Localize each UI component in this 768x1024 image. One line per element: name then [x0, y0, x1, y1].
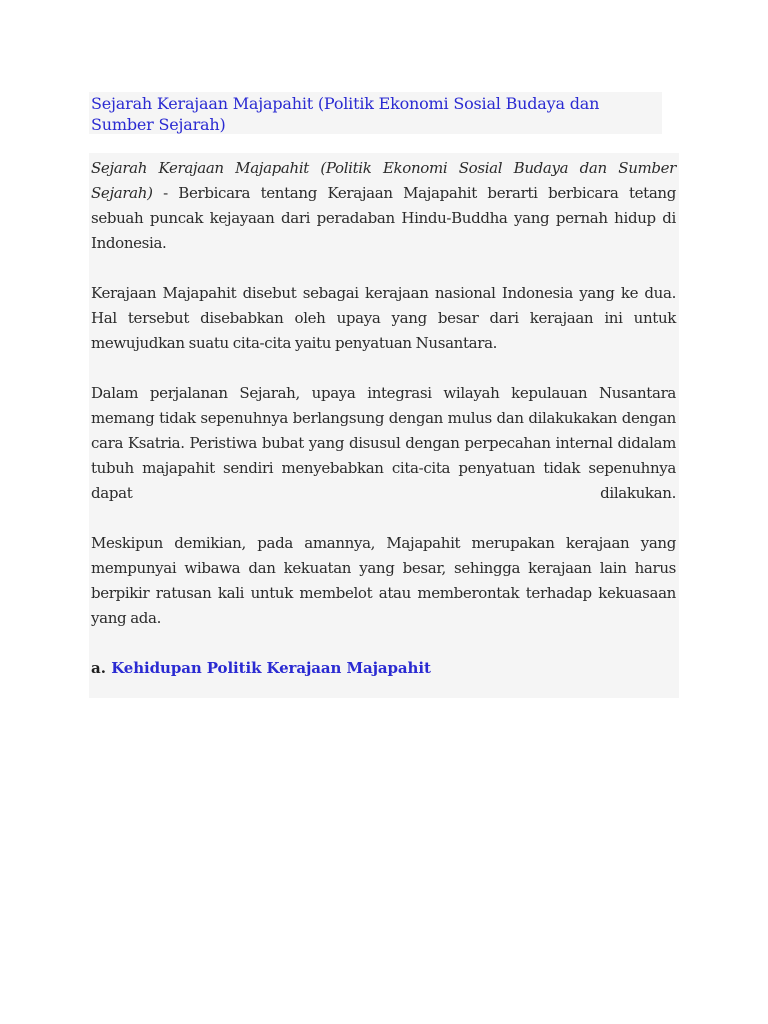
- section-marker: a.: [91, 659, 106, 677]
- paragraph-integration: Dalam perjalanan Sejarah, upaya integrasi wilayah kepulauan Nusantara memang tidak sepenuhnya berlangsung dengan mulus dan dilakukakan dengan cara Ksatria. Peristiwa bubat yang disusul dengan perpecahan internal didalam tubuh majapahit sendiri menyebabkan cita-cita penyatuan tidak sepenuhnya dapat dilakukan.: [91, 384, 676, 502]
- page-title[interactable]: Sejarah Kerajaan Majapahit (Politik Ekonomi Sosial Budaya dan Sumber Sejarah): [91, 94, 600, 134]
- article-body: [89, 153, 679, 698]
- section-link-politics[interactable]: Kehidupan Politik Kerajaan Majapahit: [111, 659, 431, 677]
- paragraph-authority: Meskipun demikian, pada amannya, Majapahit merupakan kerajaan yang mempunyai wibawa dan kekuatan yang besar, sehingga kerajaan lain harus berpikir ratusan kali untuk membelot atau memberontak terhadap kekuasaan yang ada.: [91, 534, 676, 627]
- intro-italic-title: Sejarah Kerajaan Majapahit (Politik Ekonomi Sosial Budaya dan Sumber Sejarah): [91, 159, 676, 202]
- paragraph-national-kingdom: Kerajaan Majapahit disebut sebagai kerajaan nasional Indonesia yang ke dua. Hal tersebut disebabkan oleh upaya yang besar dari kerajaan ini untuk mewujudkan suatu cita-cita yaitu penyatuan Nusantara.: [91, 284, 676, 352]
- intro-text: - Berbicara tentang Kerajaan Majapahit berarti berbicara tetang sebuah puncak kejayaan dari peradaban Hindu-Buddha yang pernah hidup di Indonesia.: [91, 184, 676, 252]
- title-box: [89, 92, 662, 134]
- intro-paragraph: [91, 156, 676, 256]
- section-heading-politics: [91, 656, 676, 681]
